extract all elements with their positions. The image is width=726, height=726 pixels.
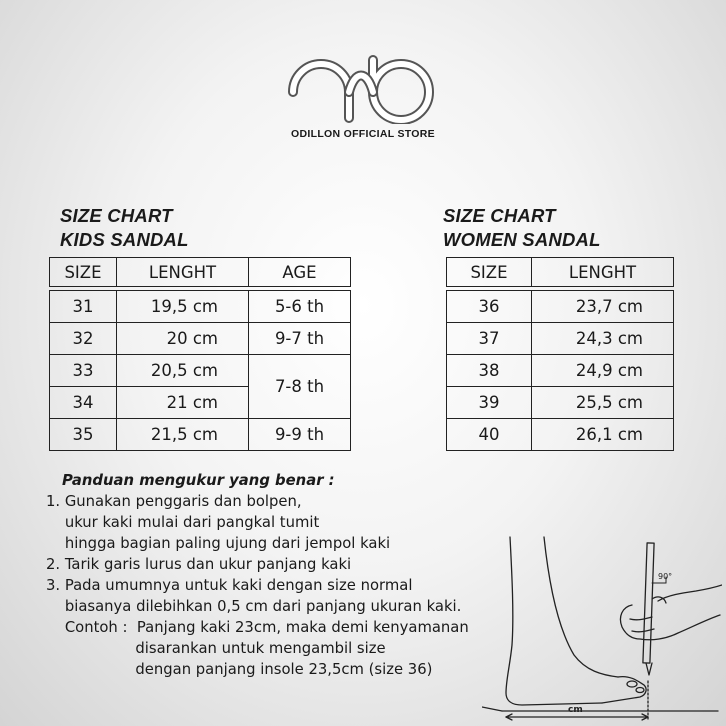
angle-label: 90° (658, 572, 673, 581)
kids-header-size: SIZE (64, 262, 102, 282)
foot-outline-icon (506, 537, 602, 705)
kids-size-cell: 32 (72, 329, 94, 348)
kids-length-cell: 20 cm (116, 323, 248, 354)
kids-header-age: AGE (248, 258, 350, 286)
foot-measuring-illustration (482, 535, 722, 721)
women-length-cell: 24,3 cm (531, 323, 673, 354)
table-row (447, 322, 673, 354)
table-row (447, 354, 673, 386)
women-size-cell: 40 (478, 425, 500, 444)
women-table-header (446, 257, 674, 287)
kids-length-cell: 20,5 cm (116, 355, 248, 386)
store-name: ODILLON OFFICIAL STORE (291, 128, 435, 140)
guide-title: Panduan mengukur yang benar : (62, 472, 335, 489)
guide-line: ukur kaki mulai dari pangkal tumit (46, 514, 320, 531)
guide-line: Contoh : Panjang kaki 23cm, maka demi kenyamanan (46, 619, 469, 636)
table-row (50, 291, 248, 322)
table-row (447, 418, 673, 450)
women-size-table (446, 257, 674, 451)
table-row (447, 386, 673, 418)
guide-line: 1. Gunakan penggaris dan bolpen, (46, 493, 302, 510)
unit-label: cm (568, 705, 583, 715)
kids-age-cell: 7-8 th (249, 354, 350, 418)
kids-age-cell: 5-6 th (274, 297, 325, 316)
kids-age-cell: 9-9 th (249, 418, 350, 450)
kids-size-table (49, 257, 351, 451)
table-row (50, 354, 248, 386)
women-length-cell: 23,7 cm (531, 291, 673, 322)
kids-table-header (49, 257, 351, 287)
guide-line: 2. Tarik garis lurus dan ukur panjang kaki (46, 556, 352, 573)
kids-age-cell: 9-7 th (249, 322, 350, 354)
women-header-length: LENGHT (531, 258, 673, 286)
women-length-cell: 25,5 cm (531, 387, 673, 418)
guide-line: biasanya dilebihkan 0,5 cm dari panjang ukuran kaki. (46, 598, 462, 615)
brand-logo-icon (285, 52, 437, 124)
women-length-cell: 24,9 cm (531, 355, 673, 386)
measuring-guide (46, 470, 469, 680)
kids-age-column (248, 291, 350, 450)
table-row (50, 386, 248, 418)
women-title-line1: SIZE CHART (443, 205, 556, 226)
women-length-cell: 26,1 cm (531, 419, 673, 450)
women-size-cell: 36 (478, 297, 500, 316)
kids-length-cell: 21,5 cm (116, 419, 248, 450)
women-chart-title (443, 204, 601, 252)
women-table-body (446, 290, 674, 451)
women-size-cell: 37 (478, 329, 500, 348)
kids-size-cell: 35 (72, 425, 94, 444)
women-title-line2: WOMEN SANDAL (443, 229, 601, 250)
kids-table-body (49, 290, 351, 451)
kids-length-cell: 19,5 cm (116, 291, 248, 322)
guide-line: dengan panjang insole 23,5cm (size 36) (46, 661, 433, 678)
women-size-cell: 38 (478, 361, 500, 380)
table-row (447, 291, 673, 322)
guide-line: 3. Pada umumnya untuk kaki dengan size normal (46, 577, 413, 594)
kids-size-cell: 31 (72, 297, 94, 316)
kids-length-cell: 21 cm (116, 387, 248, 418)
table-row (50, 418, 248, 450)
women-header-size: SIZE (470, 262, 508, 282)
kids-header-length: LENGHT (116, 258, 248, 286)
guide-line: disarankan untuk mengambil size (46, 640, 386, 657)
kids-size-cell: 33 (72, 361, 94, 380)
guide-line: hingga bagian paling ujung dari jempol kaki (46, 535, 391, 552)
kids-title-line2: KIDS SANDAL (60, 229, 189, 250)
kids-title-line1: SIZE CHART (60, 205, 173, 226)
table-row (50, 322, 248, 354)
kids-chart-title (60, 204, 189, 252)
women-size-cell: 39 (478, 393, 500, 412)
kids-size-cell: 34 (72, 393, 94, 412)
